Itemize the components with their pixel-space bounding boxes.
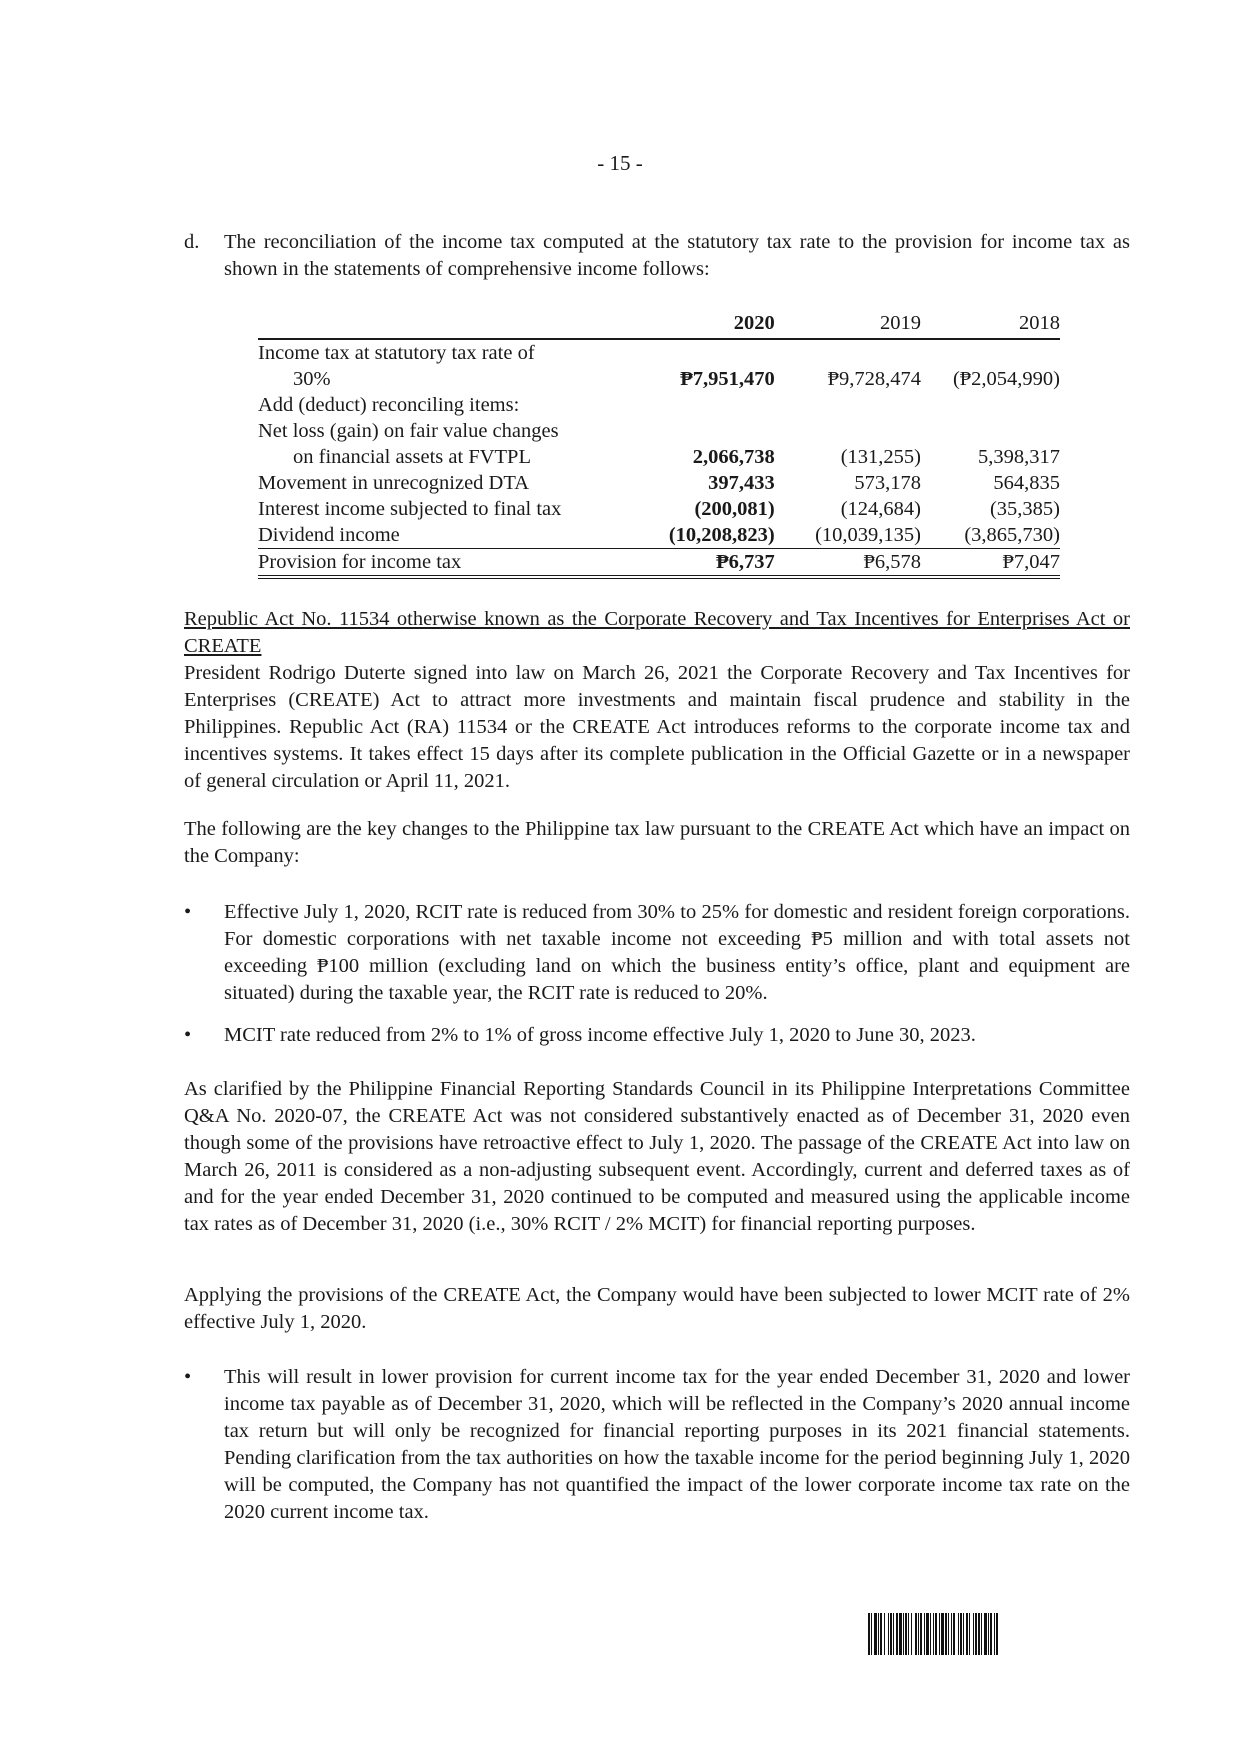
cell-2020 (629, 339, 775, 366)
row-label: Dividend income (258, 522, 629, 549)
paragraph: As clarified by the Philippine Financial Reporting Standards Council in its Philippine Interpretations Committee Q&A No. 2020-07, the CREATE Act was not considered substantively enacted as of December 31, 2020 even though some of the provisions have retroactive effect to July 1, 2020. The passage of the CREATE Act into law on March 26, 2011 is considered as a non-adjusting subsequent event. Accordingly, current and deferred taxes as of and for the year ended December 31, 2020 continued to be computed and measured using the applicable income tax rates as of December 31, 2020 (i.e., 30% RCIT / 2% MCIT) for financial reporting purposes. (184, 1078, 1130, 1235)
table-row (258, 366, 1060, 392)
header-2020: 2020 (629, 310, 775, 339)
table-row (258, 418, 1060, 444)
table-total-row (258, 549, 1060, 578)
table-row (258, 522, 1060, 549)
row-label: 30% (293, 368, 331, 390)
cell-2018: ₱7,047 (921, 549, 1060, 578)
cell-2019: (131,255) (840, 446, 921, 468)
section-heading: Republic Act No. 11534 otherwise known as the Corporate Recovery and Tax Incentives for Enterprises Act or CREATE (184, 608, 1130, 657)
cell-2018 (921, 418, 1060, 444)
barcode-stripe (996, 1613, 998, 1655)
bullet-text: Effective July 1, 2020, RCIT rate is reduced from 30% to 25% for domestic and resident foreign corporations. For domestic corporations with net taxable income not exceeding ₱5 million and with total assets not exceeding ₱100 million (excluding land on which the business entity’s office, plant and equipment are situated) during the taxable year, the RCIT rate is reduced to 20%. (224, 901, 1130, 1004)
table-row (258, 470, 1060, 496)
paragraph: Applying the provisions of the CREATE Act, the Company would have been subjected to lower MCIT rate of 2% effective July 1, 2020. (184, 1284, 1130, 1333)
cell-2019: (124,684) (840, 498, 921, 520)
header-2019: 2019 (775, 310, 921, 339)
bullet-icon: • (184, 901, 192, 923)
bullet-icon: • (184, 1024, 192, 1046)
page-number: - 15 - (597, 151, 643, 175)
cell-2019 (775, 339, 921, 366)
row-label: Movement in unrecognized DTA (258, 472, 530, 494)
bullet-item (184, 899, 1130, 1007)
tax-reconciliation-table (258, 310, 1060, 579)
cell-2020 (629, 418, 775, 444)
cell-2020: ₱6,737 (629, 549, 775, 578)
cell-2018: 564,835 (993, 472, 1060, 494)
cell-2020: ₱7,951,470 (680, 368, 775, 390)
barcode-icon (868, 1613, 1132, 1655)
list-marker: d. (184, 231, 200, 253)
paragraph: President Rodrigo Duterte signed into law on March 26, 2021 the Corporate Recovery and Tax Incentives for Enterprises (CREATE) Act to attract more investments and maintain fiscal prudence and stability in the Philippines. Republic Act (RA) 11534 or the CREATE Act introduces reforms to the corporate income tax and incentives systems. It takes effect 15 days after its complete publication in the Official Gazette or in a newspaper of general circulation or April 11, 2021. (184, 662, 1130, 792)
cell-2020 (629, 392, 775, 418)
cell-2020: (200,081) (694, 498, 775, 520)
cell-2018 (921, 392, 1060, 418)
cell-2019 (775, 392, 921, 418)
table-row (258, 392, 1060, 418)
cell-2018: (35,385) (989, 498, 1060, 520)
row-label: Provision for income tax (258, 549, 629, 578)
cell-2018: 5,398,317 (978, 446, 1060, 468)
cell-2018: (3,865,730) (921, 522, 1060, 549)
bullet-item (184, 1022, 1130, 1049)
row-label: on financial assets at FVTPL (293, 446, 531, 468)
label-header (258, 310, 629, 339)
bullet-icon: • (184, 1366, 192, 1388)
cell-2019: ₱6,578 (775, 549, 921, 578)
header-2018: 2018 (921, 310, 1060, 339)
key-changes-intro (184, 816, 1130, 870)
row-label: Add (deduct) reconciling items: (258, 394, 520, 416)
cell-2019: 573,178 (854, 472, 921, 494)
intro-paragraph (184, 229, 1130, 283)
row-label: Income tax at statutory tax rate of (258, 342, 535, 364)
intro-text: The reconciliation of the income tax computed at the statutory tax rate to the provision for income tax as shown in the statements of comprehensive income follows: (224, 231, 1130, 280)
paragraph: The following are the key changes to the Philippine tax law pursuant to the CREATE Act which have an impact on the Company: (184, 818, 1130, 867)
cell-2020: 2,066,738 (692, 446, 775, 468)
cell-2018: (₱2,054,990) (952, 368, 1060, 390)
pic-clarification (184, 1076, 1130, 1238)
table-row (258, 339, 1060, 366)
cell-2019 (775, 418, 921, 444)
table-header-row (258, 310, 1060, 339)
row-label: Interest income subjected to final tax (258, 498, 562, 520)
bullet-text: This will result in lower provision for current income tax for the year ended December 31, 2020 and lower income tax payable as of December 31, 2020, which will be reflected in the Company’s 2020 annual income tax return but will only be recognized for financial reporting purposes in its 2021 financial statements. Pending clarification from the tax authorities on how the taxable income for the period beginning July 1, 2020 will be computed, the Company has not quantified the impact of the lower corporate income tax rate on the 2020 current income tax. (224, 1366, 1130, 1523)
cell-2020: (10,208,823) (629, 522, 775, 549)
create-heading-block (184, 606, 1130, 795)
bullet-text: MCIT rate reduced from 2% to 1% of gross income effective July 1, 2020 to June 30, 2023. (224, 1024, 976, 1046)
mcit-paragraph (184, 1282, 1130, 1336)
row-label: Net loss (gain) on fair value changes (258, 420, 559, 442)
table-row (258, 444, 1060, 470)
cell-2020: 397,433 (708, 472, 775, 494)
cell-2018 (921, 339, 1060, 366)
table-row (258, 496, 1060, 522)
bullet-item (184, 1364, 1130, 1526)
cell-2019: ₱9,728,474 (827, 368, 921, 390)
cell-2019: (10,039,135) (775, 522, 921, 549)
